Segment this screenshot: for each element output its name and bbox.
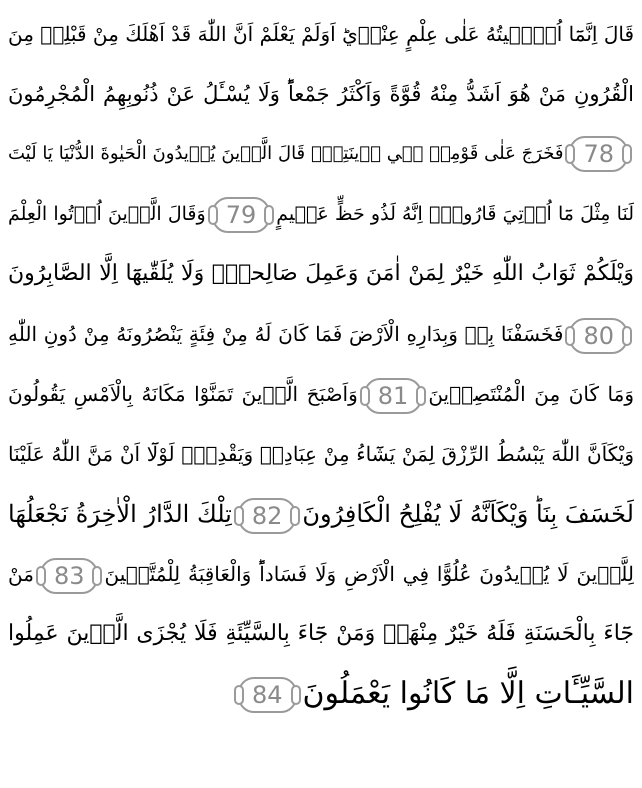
ayah-number-marker: 84 bbox=[238, 677, 297, 713]
text-line-7 bbox=[8, 364, 634, 424]
ayah-number-marker: 79 bbox=[212, 197, 271, 233]
text-line-1 bbox=[8, 4, 634, 64]
text-line-5 bbox=[8, 244, 634, 304]
verse-text: فَخَسَفْنَا بِهٖ وَبِدَارِهِ الْاَرْضَ فَمَا كَانَ لَهُ مِنْ فِئَةٍ يَنْصُرُونَهُ مِنْ دُونِ اللّٰهِ bbox=[8, 322, 564, 346]
text-line-6 bbox=[8, 304, 634, 364]
verse-text: لَنَا مِثْلَ مَٓا اُو۫تِيَ قَارُونُۙ اِنَّهُ لَذُو حَظٍّ عَظٖيمٍ bbox=[276, 203, 634, 225]
ayah-number-marker: 83 bbox=[40, 558, 99, 594]
ayah-number-marker: 78 bbox=[569, 136, 628, 172]
ayah-number-marker: 80 bbox=[569, 318, 628, 354]
verse-text: وَمَا كَانَ مِنَ الْمُنْتَصِرٖينَ bbox=[428, 382, 634, 406]
text-line-3 bbox=[8, 124, 634, 184]
text-line-10 bbox=[8, 544, 634, 604]
verse-text-block bbox=[8, 4, 634, 724]
verse-text: وَيْلَكُمْ ثَوَابُ اللّٰهِ خَيْرٌ لِمَنْ اٰمَنَ وَعَمِلَ صَالِحاًۚ وَلَا يُلَقّٰيهَٓا اِلَّا الصَّابِرُونَ bbox=[8, 261, 634, 286]
verse-text: لِلَّذٖينَ لَا يُرٖيدُونَ عُلُوًّا فِي الْاَرْضِ وَلَا فَسَاداًؕ وَالْعَاقِبَةُ لِلْمُتَّقٖينَ bbox=[104, 562, 634, 586]
verse-text: تِلْكَ الدَّارُ الْاٰخِرَةُ نَجْعَلُهَا bbox=[8, 500, 232, 528]
text-line-11 bbox=[8, 604, 634, 664]
verse-text: وَيْكَاَنَّ اللّٰهَ يَبْسُطُ الرِّزْقَ لِمَنْ يَشَٓاءُ مِنْ عِبَادِهٖ وَيَقْدِرُۚ لَوْلَٓا اَنْ مَنَّ اللّٰهُ عَلَيْنَا bbox=[8, 442, 634, 466]
verse-text: السَّيِّـَٔاتِ اِلَّا مَا كَانُوا يَعْمَلُونَ bbox=[302, 676, 634, 711]
verse-text: قَالَ اِنَّمَٓا اُو۫تٖيتُهُ عَلٰى عِلْمٍ عِنْدٖيؕ اَوَلَمْ يَعْلَمْ اَنَّ اللّٰهَ قَدْ اَهْلَكَ مِنْ قَبْلِهٖ مِنَ bbox=[8, 22, 634, 46]
text-line-8 bbox=[8, 424, 634, 484]
text-line-4 bbox=[8, 184, 634, 244]
text-line-2 bbox=[8, 64, 634, 124]
verse-text: لَخَسَفَ بِنَاؕ وَيْكَاَنَّهُ لَا يُفْلِحُ الْكَافِرُونَ bbox=[302, 500, 634, 528]
ayah-number-marker: 81 bbox=[364, 378, 423, 414]
text-line-9 bbox=[8, 484, 634, 544]
verse-text: فَخَرَجَ عَلٰى قَوْمِهٖ فٖي زٖينَتِهٖؕ قَالَ الَّذٖينَ يُرٖيدُونَ الْحَيٰوةَ الدُّنْيَا يَا لَيْتَ bbox=[8, 143, 564, 164]
verse-text: الْقُرُونِ مَنْ هُوَ اَشَدُّ مِنْهُ قُوَّةً وَاَكْثَرُ جَمْعاًؕ وَلَا يُسْـَٔلُ عَنْ ذُنُوبِهِمُ الْمُجْرِمُونَ bbox=[8, 82, 634, 106]
text-line-12 bbox=[8, 664, 634, 724]
verse-text: وَاَصْبَحَ الَّذٖينَ تَمَنَّوْا مَكَانَهُ بِالْاَمْسِ يَقُولُونَ bbox=[8, 382, 358, 406]
ayah-number-marker: 82 bbox=[238, 498, 297, 534]
verse-text: وَقَالَ الَّذٖينَ اُو۫تُوا الْعِلْمَ bbox=[8, 203, 206, 225]
verse-text: مَنْ bbox=[8, 562, 34, 586]
verse-text: جَٓاءَ بِالْحَسَنَةِ فَلَهُ خَيْرٌ مِنْهَاۚ وَمَنْ جَٓاءَ بِالسَّيِّئَةِ فَلَا يُجْزَى الَّذٖينَ عَمِلُوا bbox=[8, 621, 634, 646]
